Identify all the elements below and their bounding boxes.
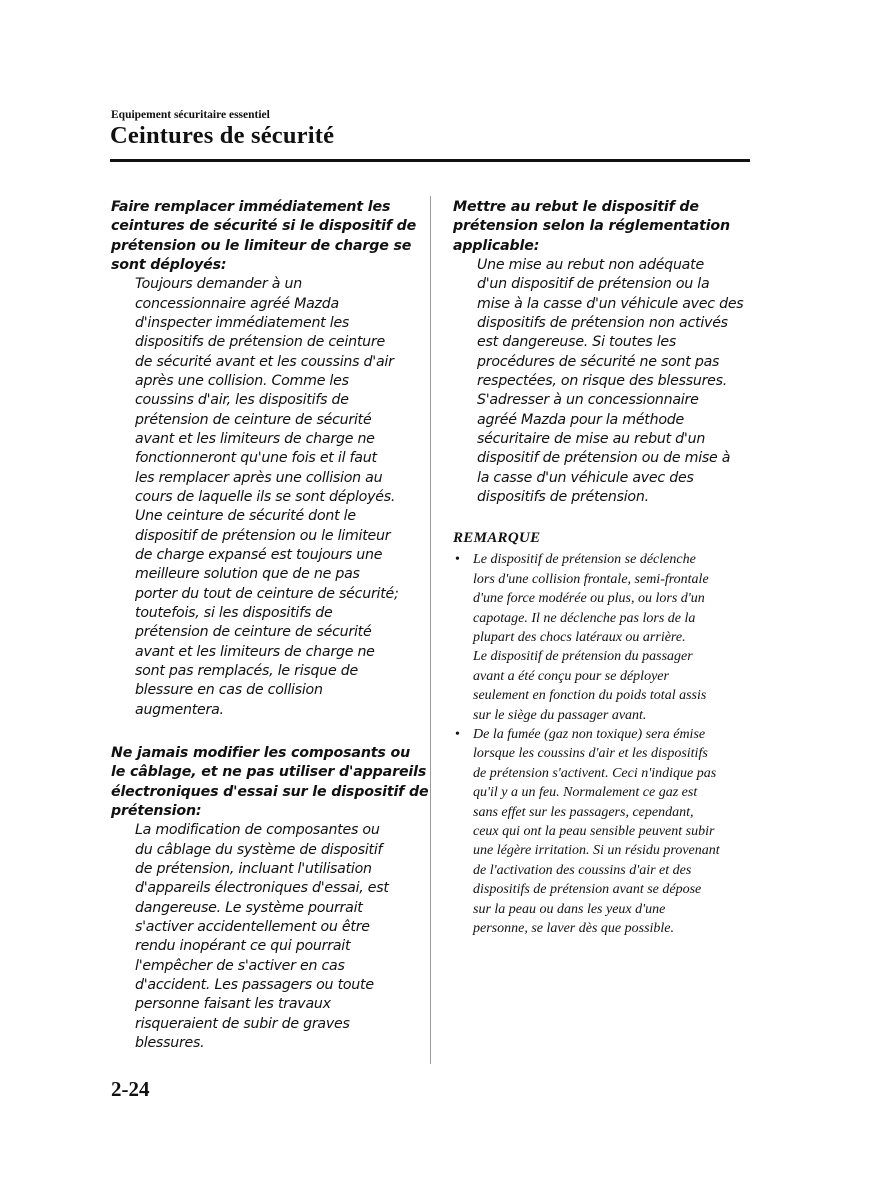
body-line: procédures de sécurité ne sont pas [477,353,720,370]
body-line: dispositifs de prétension de ceinture [135,334,385,351]
page-number: 2-24 [111,1077,150,1101]
heading-line: prétension ou le limiteur de charge se [111,237,412,254]
heading-line: le câblage, et ne pas utiliser d'appareils [111,764,427,781]
body-line: Toujours demander à un [135,276,302,293]
heading-line: Mettre au rebut le dispositif de [453,199,699,215]
body-line: la casse d'un véhicule avec des [477,469,694,486]
right-column [453,198,753,938]
body-line: de sécurité avant et les coussins d'air [135,353,394,370]
body-line: agréé Mazda pour la méthode [477,411,685,428]
warning-heading [111,744,429,821]
note-line: sur le siège du passager avant. [473,707,647,723]
heading-line: électroniques d'essai sur le dispositif de [111,783,429,800]
column-divider [430,196,431,1064]
body-line: toutefois, si les dispositifs de [135,605,333,622]
body-line: Une ceinture de sécurité dont le [135,508,356,525]
note-line: Le dispositif de prétension du passager [473,649,693,665]
note-line: Le dispositif de prétension se déclenche [473,552,696,568]
note-block [453,529,753,938]
body-line: dispositif de prétension ou de mise à [477,450,731,467]
body-line: fonctionneront qu'une fois et il faut [135,450,377,467]
body-line: de prétension, incluant l'utilisation [135,860,372,877]
body-line: S'adresser à un concessionnaire [477,392,699,409]
body-line: du câblage du système de dispositif [135,841,383,858]
note-line: sur la peau ou dans les yeux d'une [473,901,666,917]
body-line: blessures. [135,1035,205,1052]
note-line: ceux qui ont la peau sensible peuvent subir [473,824,715,840]
note-line: avant a été conçu pour se déployer [473,668,669,684]
body-line: d'accident. Les passagers ou toute [135,977,374,994]
body-line: prétension de ceinture de sécurité [135,624,372,641]
body-line: avant et les limiteurs de charge ne [135,430,375,447]
note-item [453,725,753,938]
body-line: de charge expansé est toujours une [135,547,383,563]
note-line: capotage. Il ne déclenche pas lors de la [473,610,696,626]
note-text [473,550,753,725]
note-line: De la fumée (gaz non toxique) sera émise [473,727,706,743]
body-line: risqueraient de subir de graves [135,1015,350,1032]
heading-line: ceintures de sécurité si le dispositif de [111,218,417,235]
note-line: dispositifs de prétension avant se dépose [473,882,702,898]
body-line: prétension de ceinture de sécurité [135,411,372,428]
page-title: Ceintures de sécurité [110,122,335,149]
section-label: Equipement sécuritaire essentiel [111,109,270,121]
heading-line: prétension: [111,802,202,819]
body-line: blessure en cas de collision [135,682,323,699]
heading-line: applicable: [453,237,540,254]
note-line: d'une force modérée ou plus, ou lors d'un [473,591,705,607]
note-line: personne, se laver dès que possible. [473,921,675,937]
heading-line: sont déployés: [111,256,227,273]
body-line: l'empêcher de s'activer en cas [135,957,345,974]
note-line: une légère irritation. Si un résidu provenant [473,843,720,859]
warning-body [135,821,411,1053]
note-line: de l'activation des coussins d'air et des [473,862,692,878]
body-line: d'un dispositif de prétension ou la [477,276,710,293]
body-line: s'activer accidentellement ou être [135,919,370,935]
body-line: rendu inopérant ce qui pourrait [135,938,351,955]
body-line: dispositifs de prétension non activés [477,314,728,331]
body-line: est dangereuse. Si toutes les [477,334,677,351]
warning-block [111,198,417,720]
note-line: plupart des chocs latéraux ou arrière. [473,629,686,645]
bullet-icon: • [455,727,460,743]
note-text [473,725,753,938]
body-line: sécuritaire de mise au rebut d'un [477,430,706,447]
title-rule [110,159,750,162]
body-line: les remplacer après une collision au [135,469,383,486]
body-line: personne faisant les travaux [135,996,331,1013]
body-line: dispositif de prétension ou le limiteur [135,527,391,544]
body-line: meilleure solution que de ne pas [135,566,360,583]
body-line: sont pas remplacés, le risque de [135,663,359,680]
note-list [453,550,753,938]
heading-line: Faire remplacer immédiatement les [111,199,391,215]
body-line: d'appareils électroniques d'essai, est [135,880,389,897]
left-column [111,198,429,1053]
note-title: REMARQUE [453,530,541,547]
body-line: Une mise au rebut non adéquate [477,256,704,273]
note-item [453,550,753,725]
warning-heading [111,198,417,275]
note-line: de prétension s'activent. Ceci n'indique pas [473,765,717,781]
heading-line: Ne jamais modifier les composants ou [111,745,411,762]
body-line: avant et les limiteurs de charge ne [135,643,375,660]
body-line: porter du tout de ceinture de sécurité; [135,585,399,602]
spacer [111,720,411,744]
body-line: dangereuse. Le système pourrait [135,899,363,916]
warning-block [111,744,429,1053]
note-line: lors d'une collision frontale, semi-frontale [473,571,709,587]
body-line: La modification de composantes ou [135,822,380,839]
body-line: concessionnaire agréé Mazda [135,295,339,312]
warning-heading [453,198,753,256]
heading-line: prétension selon la réglementation [453,218,730,235]
body-line: coussins d'air, les dispositifs de [135,392,349,409]
body-line: mise à la casse d'un véhicule avec des [477,295,744,312]
body-line: respectées, on risque des blessures. [477,372,728,389]
note-line: lorsque les coussins d'air et les dispositifs [473,746,708,762]
note-line: qu'il y a un feu. Normalement ce gaz est [473,785,698,801]
warning-body [477,256,753,507]
body-line: d'inspecter immédiatement les [135,314,350,331]
warning-body [135,275,411,720]
body-line: augmentera. [135,701,224,718]
body-line: après une collision. Comme les [135,372,349,389]
body-line: dispositifs de prétension. [477,489,649,506]
warning-block [453,198,753,507]
body-line: cours de laquelle ils se sont déployés. [135,488,396,505]
note-line: sans effet sur les passagers, cependant, [473,804,694,820]
bullet-icon: • [455,552,460,568]
note-line: seulement en fonction du poids total assis [473,688,707,704]
